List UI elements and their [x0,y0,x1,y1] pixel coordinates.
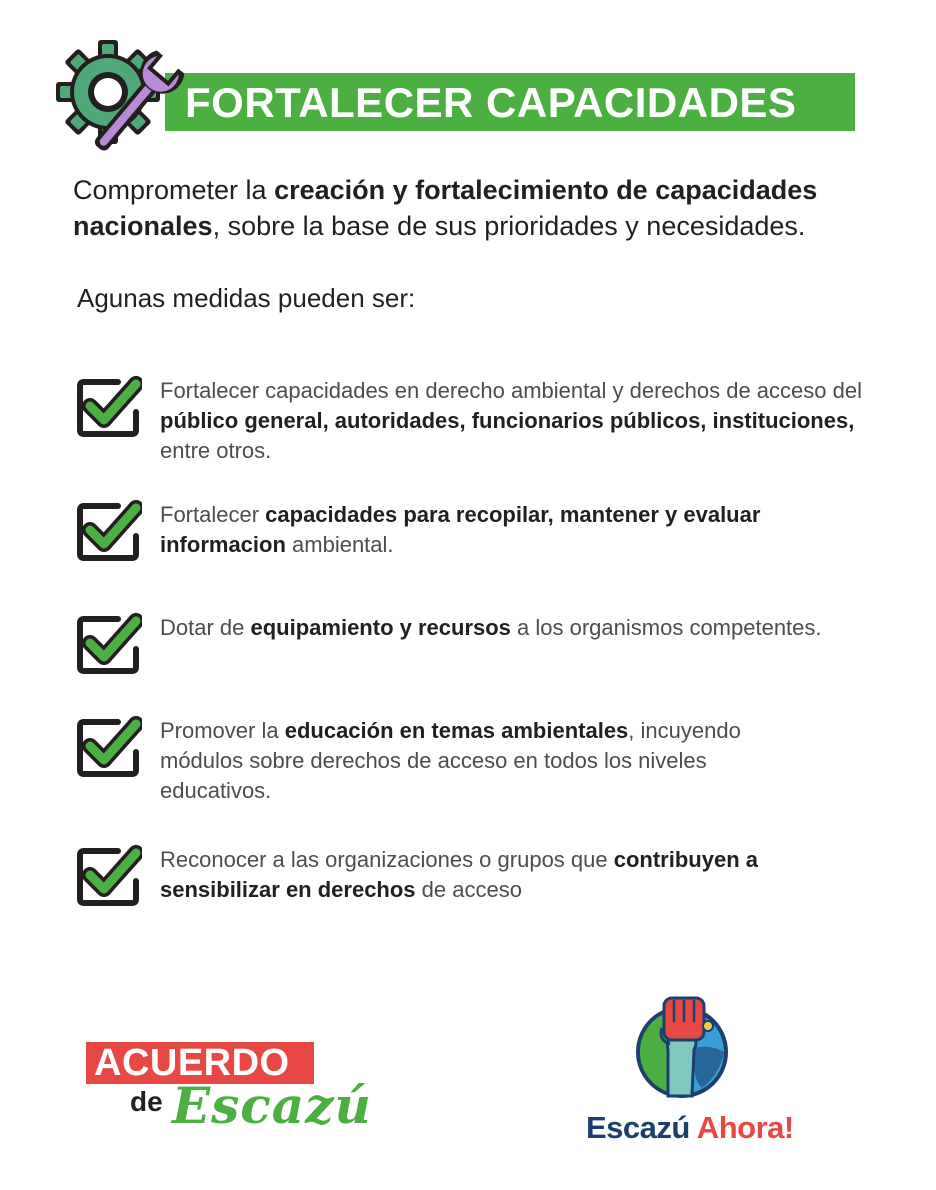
gear-wrench-icon [52,38,192,170]
intro-text: Comprometer la [73,175,275,205]
acuerdo-logo-word: ACUERDO [94,1042,290,1084]
checkbox-check-icon [76,716,142,778]
escazu-ahora-part1: Escazú [586,1110,690,1145]
acuerdo-escazu-logo [86,1040,372,1155]
intro-text-end: , sobre la base de sus prioridades y necesidades. [212,211,806,241]
checkbox-check-icon [76,613,142,675]
item-text-part: ambiental. [285,532,394,557]
escazu-ahora-part2: Ahora! [689,1110,794,1145]
escazu-ahora-wordmark [586,1110,794,1146]
acuerdo-logo-escazu: Escazú [172,1076,372,1135]
checkbox-check-icon [76,500,142,562]
intro-emphasis: creación y fortalecimiento de capacidades nacionales [73,175,818,241]
item-text [160,716,800,806]
item-text-part: a los organismos competentes. [510,615,822,640]
item-text-bold: contribuyen a sensibilizar en derechos [160,847,758,902]
item-text-bold: equipamiento y recursos [250,615,511,640]
item-text-part: Promover la [160,718,285,743]
page-title: FORTALECER CAPACIDADES [185,79,797,126]
checkbox-check-icon [76,376,142,438]
raised-fist-globe-icon [632,988,732,1100]
intro-paragraph [73,172,893,244]
item-text [160,613,936,643]
escazu-ahora-logo [586,988,794,1158]
item-text-part: de acceso [415,877,522,902]
item-text-part: , incuyendo módulos sobre derechos de acceso en todos los niveles educativos. [160,718,741,803]
item-text-bold: público general, autoridades, funcionarios públicos, instituciones, [160,408,855,433]
item-text [160,500,880,560]
acuerdo-logo-de: de [130,1086,163,1117]
measures-heading: Agunas medidas pueden ser: [77,283,416,313]
item-text-part: Fortalecer [160,502,266,527]
item-text-bold: capacidades para recopilar, mantener y evaluar informacion [160,502,761,557]
item-text-part: Dotar de [160,615,251,640]
item-text [160,845,820,905]
item-text [160,376,880,466]
item-text-part: entre otros. [160,438,272,463]
item-text-part: Reconocer a las organizaciones o grupos que [160,847,614,872]
checkbox-check-icon [76,845,142,907]
item-text-bold: educación en temas ambientales [284,718,629,743]
item-text-part: Fortalecer capacidades en derecho ambiental y derechos de acceso del [160,378,862,403]
